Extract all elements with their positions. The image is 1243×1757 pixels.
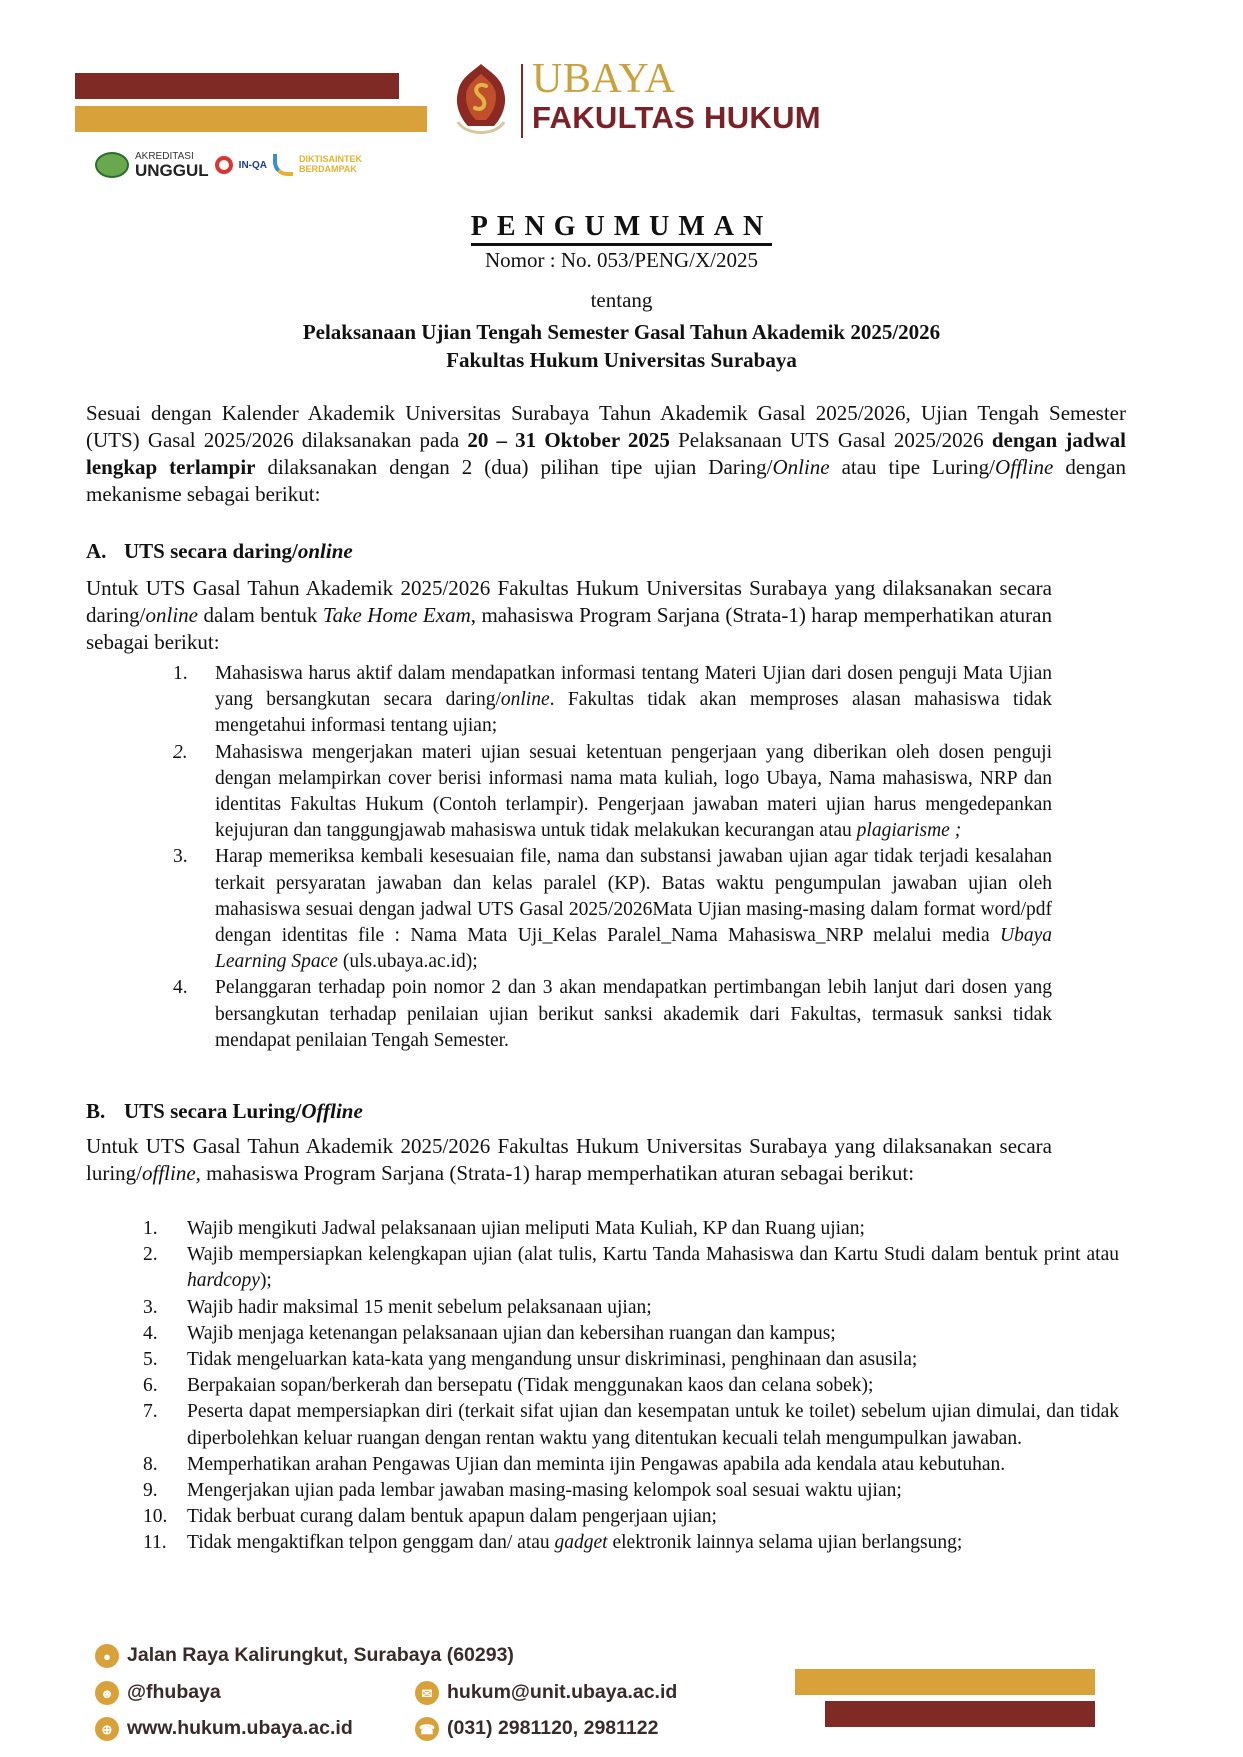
tentang-label: tentang — [590, 288, 653, 312]
faculty-name: FAKULTAS HUKUM — [532, 100, 821, 135]
para-italic: online — [145, 603, 198, 627]
list-item — [143, 1373, 1119, 1399]
intro-italic: Offline — [995, 455, 1054, 479]
header-bar-gold — [75, 106, 427, 132]
footer-website — [95, 1717, 353, 1741]
intro-text: dilaksanakan dengan 2 (dua) pilihan tipe ujian Daring/ — [255, 455, 773, 479]
accreditation-label — [135, 152, 209, 179]
item-text: ); — [259, 1270, 272, 1292]
para-text: , mahasiswa Program Sarjana (Strata-1) harap memperhatikan aturan sebagai berikut: — [195, 1161, 915, 1185]
list-item — [143, 1504, 1119, 1530]
para-text: Untuk UTS Gasal Tahun Akademik 2025/2026 Fakultas Hukum Universitas Surabaya yang dilaksanakan secara luring/ — [86, 1134, 1052, 1185]
para-text: Untuk UTS Gasal Tahun Akademik 2025/2026 Fakultas Hukum Universitas Surabaya yang dilaksanakan secara daring/ — [86, 576, 1052, 627]
user-icon: ☻ — [95, 1681, 119, 1705]
dikti-line2: BERDAMPAK — [299, 164, 357, 174]
header-bar-maroon — [75, 73, 399, 99]
item-number: 10. — [143, 1506, 168, 1528]
intro-italic: Online — [772, 455, 830, 479]
item-number: 3. — [143, 1296, 158, 1318]
list-item — [143, 1452, 1119, 1478]
footer-address — [95, 1644, 514, 1668]
footer-email — [415, 1681, 677, 1705]
website-link[interactable]: www.hukum.ubaya.ac.id — [127, 1717, 353, 1740]
section-a-paragraph — [86, 575, 1052, 656]
section-b-title: UTS secara Luring/ — [124, 1099, 302, 1123]
target-ring-icon — [215, 156, 233, 174]
subject-line-1: Pelaksanaan Ujian Tengah Semester Gasal Tahun Akademik 2025/2026 — [302, 320, 941, 344]
list-item — [143, 1530, 1119, 1556]
section-a-label: A. — [86, 539, 107, 563]
address-text: Jalan Raya Kalirungkut, Surabaya (60293) — [127, 1644, 514, 1667]
list-item — [173, 740, 1052, 845]
item-number: 2. — [143, 1244, 158, 1266]
section-b-heading — [86, 1098, 363, 1125]
item-text: Wajib hadir maksimal 15 menit sebelum pelaksanaan ujian; — [187, 1296, 652, 1318]
para-text: , mahasiswa Program Sarjana (Strata-1) harap memperhatikan aturan sebagai berikut: — [86, 603, 1052, 654]
intro-paragraph — [86, 400, 1126, 508]
subject — [0, 318, 1243, 374]
item-italic: Ubaya Learning Space — [215, 925, 1052, 973]
item-italic: hardcopy — [187, 1270, 260, 1292]
item-text: Mahasiswa mengerjakan materi ujian sesuai ketentuan pengerjaan yang diberikan oleh dosen penguji dengan melampirkan cover berisi informasi nama mata kuliah, logo Ubaya, Nama mahasiswa, NRP dan identitas Fakultas Hukum (Contoh terlampir). Pengerjaan jawaban materi ujian harus mengedepankan kejujuran dan tanggungjawab mahasiswa untuk tidak melakukan kecurangan atau — [215, 741, 1052, 842]
intro-text: dengan mekanisme sebagai berikut: — [86, 455, 1126, 506]
intro-text: Sesuai dengan Kalender Akademik Universitas Surabaya Tahun Akademik Gasal 2025/2026, Ujian Tengah Semester (UTS) Gasal 2025/2026 dilaksanakan pada — [86, 401, 1126, 452]
list-item — [143, 1347, 1119, 1373]
phone-number: (031) 2981120, 2981122 — [447, 1717, 659, 1740]
footer-bar-maroon — [825, 1701, 1095, 1727]
email-icon: ✉ — [415, 1681, 439, 1705]
item-number: 1. — [143, 1218, 158, 1239]
subject-line-2: Fakultas Hukum Universitas Surabaya — [446, 348, 797, 372]
document-number: Nomor : No. 053/PENG/X/2025 — [485, 248, 758, 272]
item-text: Tidak mengaktifkan telpon genggam dan/ atau — [187, 1532, 555, 1554]
ban-pt-badge-icon — [95, 152, 129, 178]
item-number: 7. — [143, 1401, 158, 1423]
diktisaintek-label — [299, 155, 362, 175]
globe-icon: ⊕ — [95, 1717, 119, 1741]
item-number: 9. — [143, 1480, 158, 1502]
footer-phone — [415, 1717, 658, 1741]
item-italic: online — [500, 689, 550, 711]
list-item — [173, 844, 1052, 975]
list-item — [143, 1478, 1119, 1504]
section-b-title-italic: Offline — [301, 1099, 363, 1123]
exam-dates: 20 – 31 Oktober 2025 — [467, 428, 670, 452]
item-number: 1. — [173, 663, 188, 684]
page-title — [0, 213, 1243, 241]
item-number: 6. — [143, 1375, 158, 1397]
item-text: Wajib menjaga ketenangan pelaksanaan ujian dan kebersihan ruangan dan kampus; — [187, 1322, 836, 1344]
list-item — [143, 1295, 1119, 1321]
list-item — [143, 1321, 1119, 1347]
phone-icon: ☎ — [415, 1717, 439, 1741]
item-text: Memperhatikan arahan Pengawas Ujian dan meminta ijin Pengawas apabila ada kendala atau kebutuhan. — [187, 1453, 1006, 1475]
title-text: PENGUMUMAN — [471, 211, 773, 246]
list-item — [143, 1399, 1119, 1451]
diktisaintek-swoosh-icon — [273, 154, 293, 176]
section-b-paragraph — [86, 1133, 1052, 1187]
list-item — [143, 1216, 1119, 1242]
accreditation-big: UNGGUL — [135, 160, 209, 180]
social-handle[interactable]: @fhubaya — [127, 1681, 221, 1704]
item-text: Tidak mengeluarkan kata-kata yang mengandung unsur diskriminasi, penghinaan dan asusila; — [187, 1349, 918, 1371]
accreditation-small: AKREDITASI — [135, 150, 194, 162]
footer-social — [95, 1681, 221, 1705]
item-text: Mahasiswa harus aktif dalam mendapatkan informasi tentang Materi Ujian dari dosen penguji Mata Ujian yang bersangkutan secara daring/ — [215, 663, 1052, 711]
section-b-list — [143, 1216, 1119, 1557]
item-number: 2. — [173, 741, 188, 763]
item-text: (uls.ubaya.ac.id); — [337, 951, 478, 973]
section-b-label: B. — [86, 1099, 106, 1123]
list-item — [173, 661, 1052, 740]
item-text: Pelanggaran terhadap poin nomor 2 dan 3 akan mendapatkan pertimbangan lebih lanjut dari dosen yang bersangkutan terhadap penilaian ujian berikut sanksi akademik dari Fakultas, termasuk sanksi tidak mendapat penilaian Tengah Semester. — [215, 977, 1052, 1051]
inqa-logo: IN-QA — [238, 159, 268, 171]
location-pin-icon: ● — [95, 1644, 119, 1668]
para-italic: Take Home Exam — [322, 603, 471, 627]
accreditation-logos — [95, 148, 362, 182]
brand-name: UBAYA — [532, 56, 676, 102]
section-a-title: UTS secara daring/ — [124, 539, 298, 563]
item-number: 5. — [143, 1349, 158, 1371]
item-text: Berpakaian sopan/berkerah dan bersepatu (Tidak menggunakan kaos dan celana sobek); — [187, 1375, 874, 1397]
para-italic: offline — [142, 1161, 196, 1185]
item-text: elektronik lainnya selama ujian berlangsung; — [607, 1532, 963, 1554]
ubaya-emblem-icon — [450, 62, 512, 140]
schedule-attached: dengan jadwal lengkap terlampir — [86, 428, 1127, 479]
dikti-line1: DIKTISAINTEK — [299, 154, 363, 165]
item-number: 8. — [143, 1453, 158, 1475]
item-number: 4. — [143, 1322, 158, 1344]
item-italic: plagiarisme ; — [856, 820, 962, 842]
item-text: . Fakultas tidak akan memproses alasan mahasiswa tidak mengetahui informasi tentang ujian; — [215, 689, 1052, 737]
item-text: Wajib mempersiapkan kelengkapan ujian (alat tulis, Kartu Tanda Mahasiswa dan Kartu Studi dalam bentuk print atau — [187, 1244, 1119, 1266]
item-italic: gadget — [554, 1532, 608, 1554]
para-text: dalam bentuk — [197, 603, 323, 627]
list-item — [143, 1242, 1119, 1294]
item-text: Wajib mengikuti Jadwal pelaksanaan ujian meliputi Mata Kuliah, KP dan Ruang ujian; — [187, 1218, 865, 1239]
section-a-heading — [86, 538, 353, 565]
item-text: Harap memeriksa kembali kesesuaian file, nama dan substansi jawaban ujian agar tidak terjadi kesalahan terkait persyaratan jawaban dan kelas paralel (KP). Batas waktu pengumpulan jawaban ujian oleh mahasiswa sesuai dengan jadwal UTS Gasal 2025/2026Mata Ujian masing-masing dalam format word/pdf dengan identitas file : Nama Mata Uji_Kelas Paralel_Nama Mahasiswa_NRP melalui media — [215, 846, 1052, 947]
logo-divider — [521, 64, 523, 138]
section-a-list — [173, 661, 1052, 1054]
item-text: Mengerjakan ujian pada lembar jawaban masing-masing kelompok soal sesuai waktu ujian; — [187, 1480, 902, 1502]
email-link[interactable]: hukum@unit.ubaya.ac.id — [447, 1681, 678, 1704]
intro-text: atau tipe Luring/ — [829, 455, 996, 479]
list-item — [173, 975, 1052, 1054]
item-number: 4. — [173, 977, 188, 999]
intro-text: Pelaksanaan UTS Gasal 2025/2026 — [669, 428, 992, 452]
item-text: Peserta dapat mempersiapkan diri (terkait sifat ujian dan kesempatan untuk ke toilet) sebelum ujian dimulai, dan tidak diperbolehkan keluar ruangan dengan rentan waktu yang ditentukan kecuali telah mengumpulkan jawaban. — [187, 1401, 1119, 1449]
item-text: Tidak berbuat curang dalam bentuk apapun dalam pengerjaan ujian; — [187, 1506, 717, 1528]
footer-bar-gold — [795, 1669, 1095, 1695]
item-number: 3. — [173, 846, 188, 868]
section-a-title-italic: online — [297, 539, 353, 563]
item-number: 11. — [143, 1532, 167, 1554]
